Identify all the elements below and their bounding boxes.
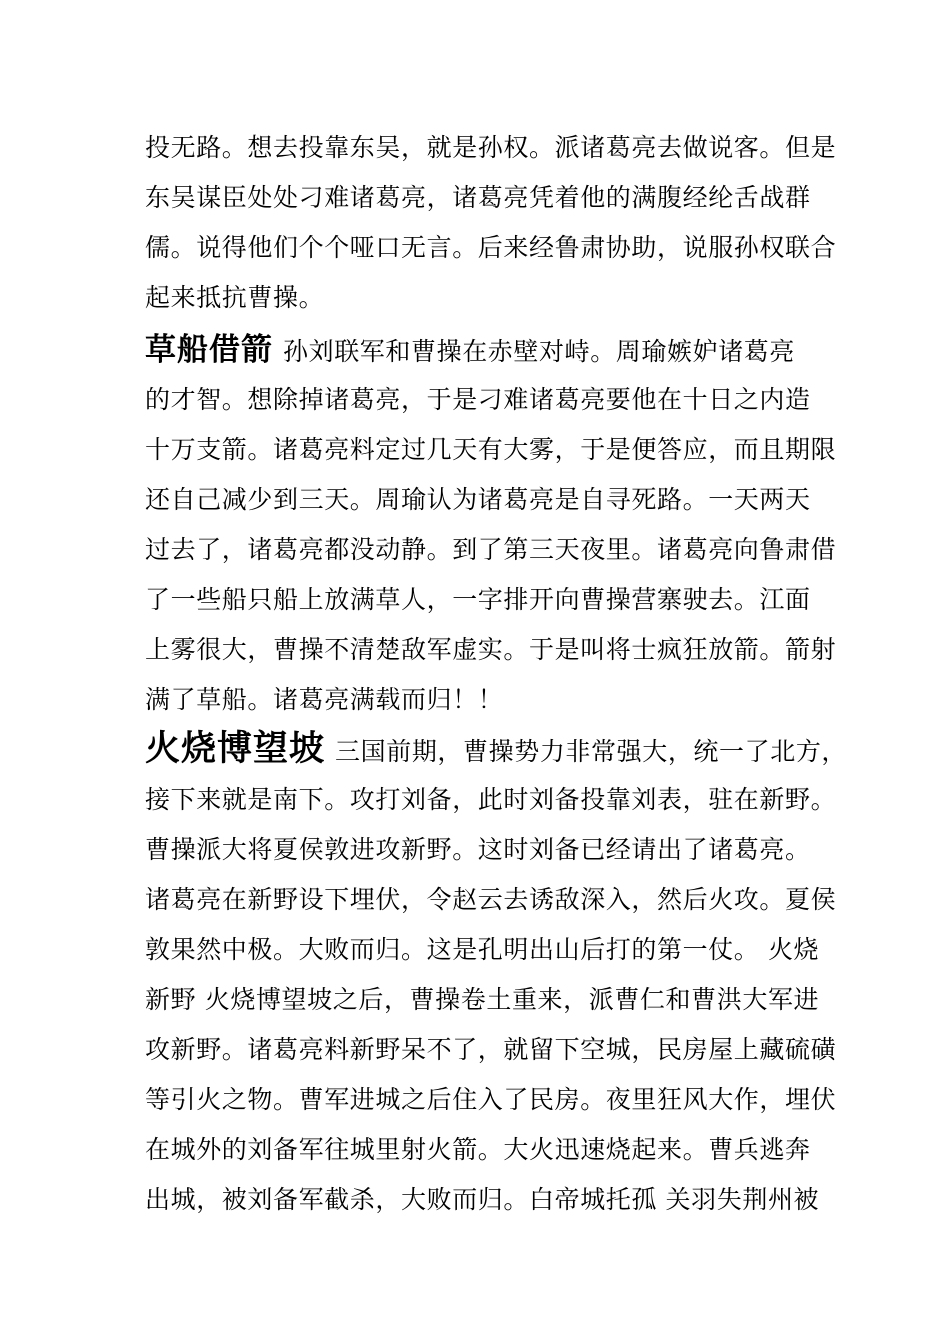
text-line: 上雾很大，曹操不清楚敌军虚实。于是叫将士疯狂放箭。箭射	[145, 635, 837, 664]
section-heading-caochuan: 草船借箭	[145, 332, 273, 368]
text-line: 还自己减少到三天。周瑜认为诸葛亮是自寻死路。一天两天	[145, 485, 811, 514]
text-line: 投无路。想去投靠东吴，就是孙权。派诸葛亮去做说客。但是	[145, 133, 837, 162]
text-line: 新野 火烧博望坡之后，曹操卷土重来，派曹仁和曹洪大军进	[145, 985, 820, 1014]
text-line: 过去了，诸葛亮都没动静。到了第三天夜里。诸葛亮向鲁肃借	[145, 535, 837, 564]
section-line-huoshao	[145, 728, 848, 769]
text-line: 等引火之物。曹军进城之后住入了民房。夜里狂风大作，埋伏	[145, 1085, 837, 1114]
text-span: 孙刘联军和曹操在赤壁对峙。周瑜嫉妒诸葛亮	[283, 337, 796, 366]
text-line: 出城，被刘备军截杀，大败而归。白帝城托孤 关羽失荆州被	[145, 1185, 820, 1214]
text-line: 曹操派大将夏侯敦进攻新野。这时刘备已经请出了诸葛亮。	[145, 835, 811, 864]
text-line: 的才智。想除掉诸葛亮，于是刁难诸葛亮要他在十日之内造	[145, 385, 811, 414]
text-line: 诸葛亮在新野设下埋伏，令赵云去诱敌深入，然后火攻。夏侯	[145, 885, 837, 914]
text-line: 接下来就是南下。攻打刘备，此时刘备投靠刘表，驻在新野。	[145, 785, 837, 814]
text-line: 在城外的刘备军往城里射火箭。大火迅速烧起来。曹兵逃奔	[145, 1135, 811, 1164]
text-line: 了一些船只船上放满草人，一字排开向曹操营寨驶去。江面	[145, 585, 811, 614]
section-line-caochuan	[145, 333, 825, 369]
section-heading-huoshao: 火烧博望坡	[145, 728, 326, 769]
text-line: 起来抵抗曹操。	[145, 283, 325, 312]
text-line: 儒。说得他们个个哑口无言。后来经鲁肃协助，说服孙权联合	[145, 233, 837, 262]
text-line: 十万支箭。诸葛亮料定过几天有大雾，于是便答应，而且期限	[145, 435, 837, 464]
text-span: 三国前期，曹操势力非常强大，统一了北方，	[335, 737, 848, 766]
text-line: 东吴谋臣处处刁难诸葛亮，诸葛亮凭着他的满腹经纶舌战群	[145, 183, 811, 212]
text-line: 满了草船。诸葛亮满载而归！！	[145, 685, 504, 714]
text-line: 攻新野。诸葛亮料新野呆不了，就留下空城，民房屋上藏硫磺	[145, 1035, 837, 1064]
text-line: 敦果然中极。大败而归。这是孔明出山后打的第一仗。 火烧	[145, 935, 820, 964]
